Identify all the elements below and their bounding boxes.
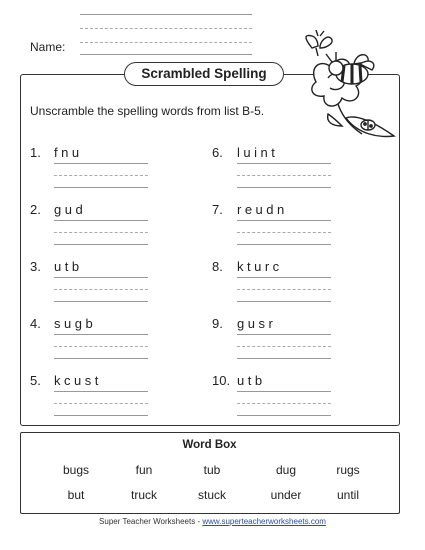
answer-guide [54, 403, 148, 404]
item-2 [30, 202, 200, 254]
answer-line[interactable] [237, 244, 331, 245]
item-4 [30, 316, 200, 368]
word-box [20, 432, 400, 514]
item-number: 10. [212, 373, 231, 388]
scrambled-word: utb [54, 259, 83, 274]
answer-guide [54, 175, 148, 176]
item-number: 7. [212, 202, 223, 217]
answer-line[interactable] [237, 415, 331, 416]
footer [0, 517, 425, 526]
answer-guide [54, 346, 148, 347]
item-1 [30, 145, 200, 197]
answer-line-top [54, 163, 148, 164]
footer-text: Super Teacher Worksheets - [99, 517, 203, 526]
word-box-word: tub [203, 463, 221, 477]
answer-guide [54, 289, 148, 290]
name-label: Name: [30, 40, 66, 54]
scrambled-word: fnu [54, 145, 83, 160]
name-line[interactable] [80, 54, 252, 55]
item-7 [212, 202, 382, 254]
item-number: 4. [30, 316, 41, 331]
word-box-word: truck [130, 488, 157, 502]
name-guide-mid [80, 42, 252, 43]
answer-line-top [237, 277, 331, 278]
word-box-word: rugs [336, 463, 360, 477]
item-3 [30, 259, 200, 311]
scrambled-word: reudn [237, 202, 288, 217]
answer-line[interactable] [237, 187, 331, 188]
answer-line-top [237, 163, 331, 164]
answer-line-top [54, 220, 148, 221]
worksheet-title: Scrambled Spelling [124, 62, 284, 86]
answer-line-top [54, 334, 148, 335]
word-box-word: dug [275, 463, 297, 477]
word-box-title: Word Box [182, 439, 237, 451]
scrambled-word: luint [237, 145, 279, 160]
scrambled-word: sugb [54, 316, 97, 331]
answer-guide [237, 346, 331, 347]
answer-line[interactable] [54, 415, 148, 416]
item-number: 6. [212, 145, 223, 160]
instructions: Unscramble the spelling words from list B-5. [30, 104, 265, 118]
item-10 [212, 373, 382, 425]
name-line-top [80, 14, 252, 15]
item-number: 5. [30, 373, 41, 388]
answer-line-top [237, 334, 331, 335]
footer-link[interactable]: www.superteacherworksheets.com [202, 517, 326, 526]
word-box-word: under [270, 488, 302, 502]
word-box-word: stuck [197, 488, 226, 502]
item-8 [212, 259, 382, 311]
item-number: 2. [30, 202, 41, 217]
item-number: 9. [212, 316, 223, 331]
item-5 [30, 373, 200, 425]
answer-line-top [237, 220, 331, 221]
word-box-word: until [336, 488, 359, 502]
answer-line[interactable] [237, 301, 331, 302]
scrambled-word: gusr [237, 316, 277, 331]
word-box-word: bugs [62, 463, 90, 477]
name-guide-top [80, 28, 252, 29]
answer-line[interactable] [54, 301, 148, 302]
answer-guide [237, 175, 331, 176]
scrambled-word: utb [237, 373, 266, 388]
answer-line[interactable] [54, 358, 148, 359]
answer-line[interactable] [54, 187, 148, 188]
answer-guide [54, 232, 148, 233]
answer-guide [237, 232, 331, 233]
answer-line[interactable] [54, 244, 148, 245]
item-number: 8. [212, 259, 223, 274]
word-box-word: but [67, 488, 85, 502]
item-number: 3. [30, 259, 41, 274]
bee-flower-illustration [298, 30, 398, 142]
answer-guide [237, 403, 331, 404]
answer-guide [237, 289, 331, 290]
answer-line[interactable] [237, 358, 331, 359]
scrambled-word: gud [54, 202, 87, 217]
scrambled-word: kcust [54, 373, 102, 388]
item-number: 1. [30, 145, 41, 160]
scrambled-word: kturc [237, 259, 283, 274]
item-6 [212, 145, 382, 197]
item-9 [212, 316, 382, 368]
answer-line-top [237, 391, 331, 392]
answer-line-top [54, 277, 148, 278]
word-box-word: fun [135, 463, 153, 477]
answer-line-top [54, 391, 148, 392]
